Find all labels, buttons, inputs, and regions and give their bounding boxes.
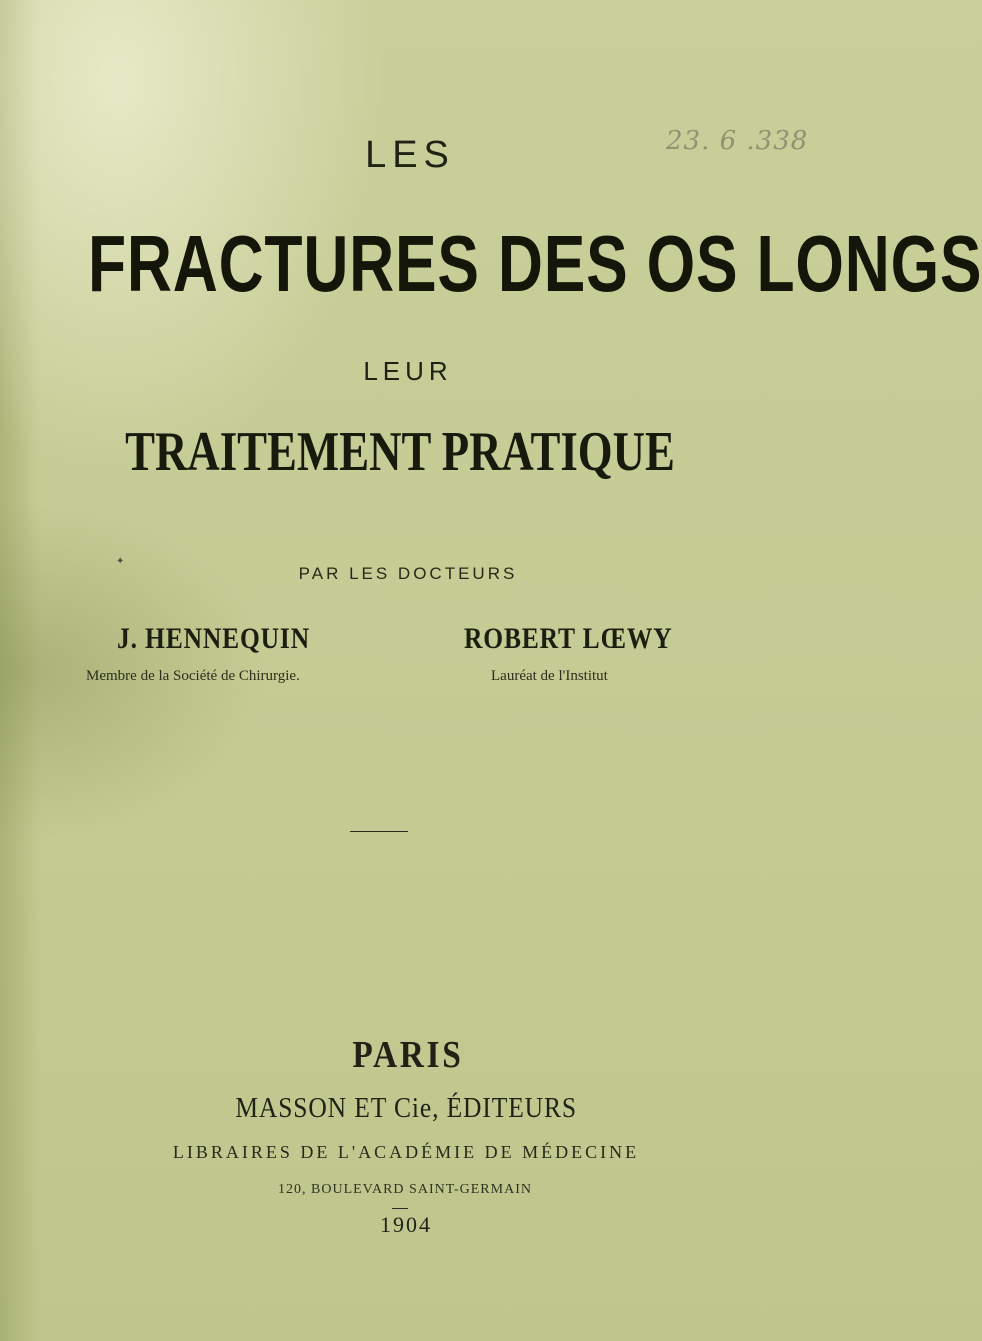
pencil-shelfmark: 23. 6 .338: [666, 126, 809, 156]
short-divider-rule: [392, 1208, 408, 1209]
title-article: LES: [365, 134, 455, 176]
imprint-year: 1904: [380, 1212, 432, 1237]
main-title: FRACTURES DES OS LONGS: [88, 219, 982, 308]
title-connector: LEUR: [363, 356, 453, 386]
imprint-address: 120, BOULEVARD SAINT-GERMAIN: [278, 1182, 532, 1197]
imprint-publisher: MASSON ET Cie, ÉDITEURS: [235, 1092, 577, 1124]
byline: PAR LES DOCTEURS: [298, 564, 518, 583]
author-2-name: ROBERT LŒWY: [464, 622, 673, 655]
divider-rule: [350, 831, 408, 832]
author-1-name: J. HENNEQUIN: [117, 622, 310, 655]
imprint-city: PARIS: [352, 1034, 464, 1076]
imprint-publisher-role: LIBRAIRES DE L'ACADÉMIE DE MÉDECINE: [172, 1142, 640, 1162]
author-2-role: Lauréat de l'Institut: [491, 668, 608, 684]
subtitle: TRAITEMENT PRATIQUE: [125, 421, 675, 483]
ink-speck-icon: ✦: [116, 556, 125, 567]
author-1-role: Membre de la Société de Chirurgie.: [86, 668, 300, 684]
